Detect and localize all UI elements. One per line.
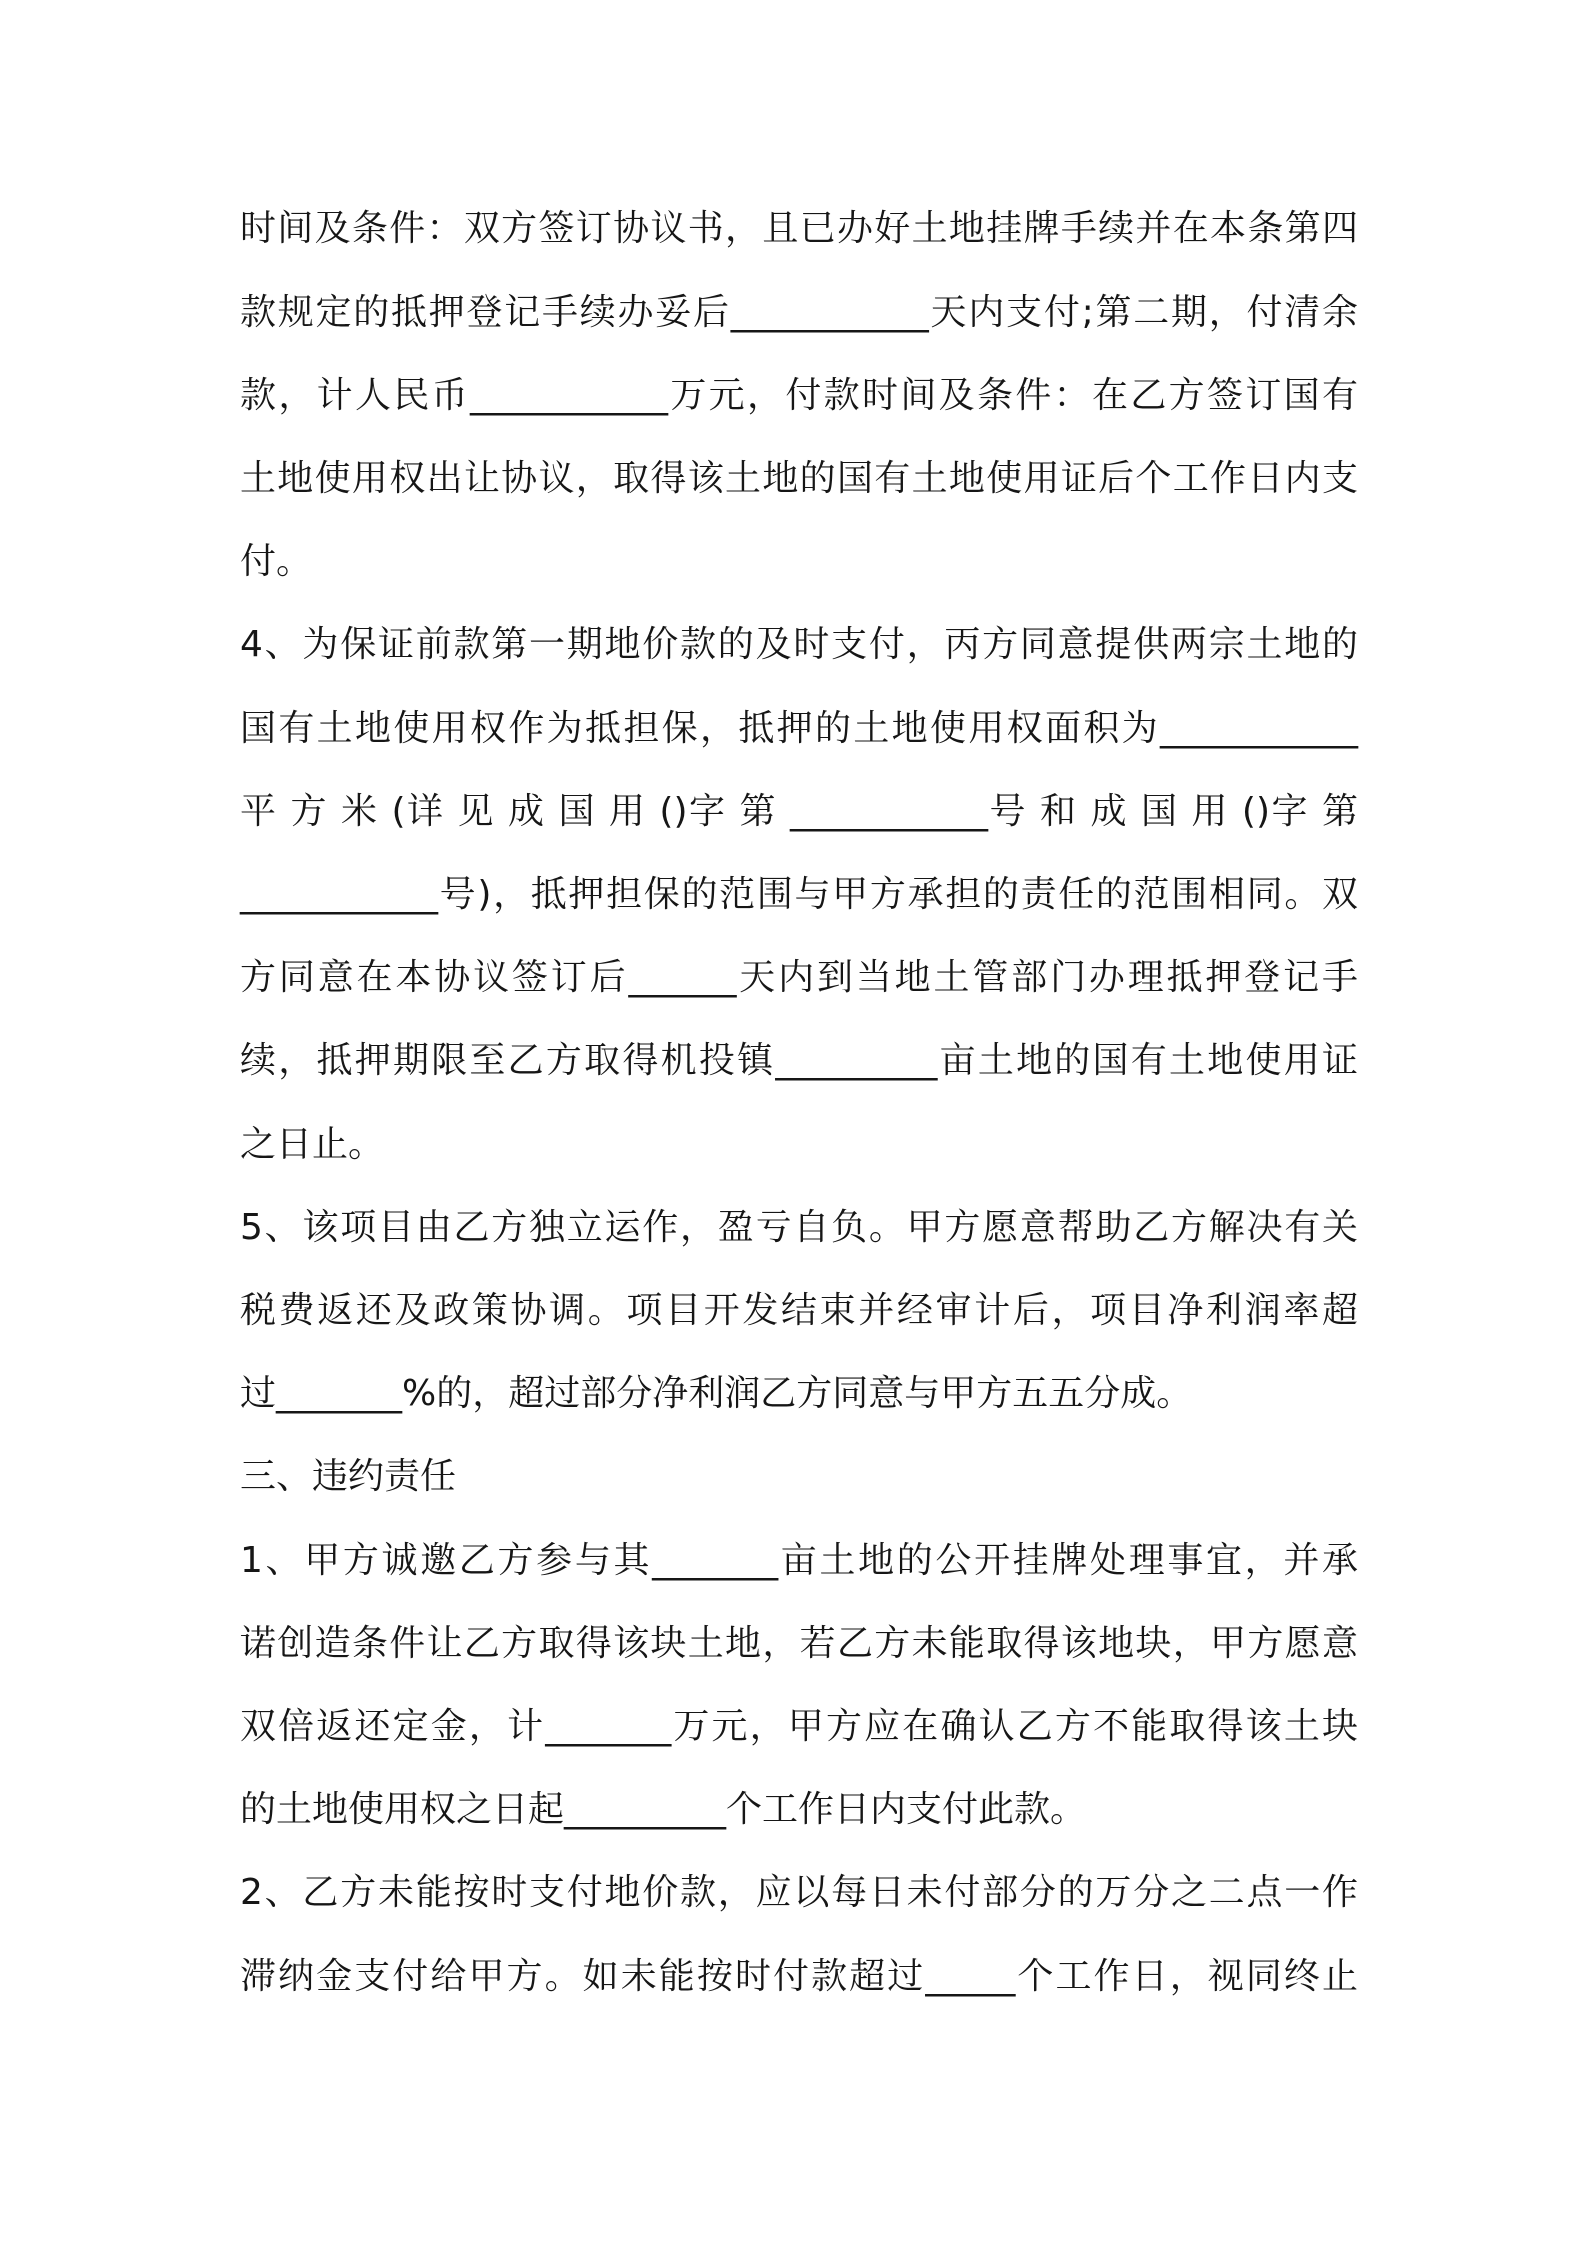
text-line: 时间及条件：双方签订协议书，且已办好土地挂牌手续并在本条第四: [240, 208, 1358, 249]
text-line: 土地使用权出让协议，取得该土地的国有土地使用证后个工作日内支: [240, 458, 1358, 499]
text-line: 税费返还及政策协调。项目开发结束并经审计后，项目净利润率超: [240, 1290, 1358, 1331]
text-line: 平 方 米 (详 见 成 国 用 ()字 第 ___________号 和 成 国 用 ()字 第: [240, 791, 1358, 832]
text-line: 之日止。: [240, 1124, 385, 1165]
text-line: 款，计人民币___________万元，付款时间及条件：在乙方签订国有: [240, 375, 1358, 416]
text-line: 诺创造条件让乙方取得该块土地，若乙方未能取得该地块，甲方愿意: [240, 1623, 1358, 1664]
text-line: 2、乙方未能按时支付地价款，应以每日未付部分的万分之二点一作: [240, 1872, 1358, 1913]
text-line: ___________号)，抵押担保的范围与甲方承担的责任的范围相同。双: [240, 874, 1358, 915]
text-line: 1、甲方诚邀乙方参与其_______亩土地的公开挂牌处理事宜，并承: [240, 1540, 1358, 1581]
text-line: 滞纳金支付给甲方。如未能按时付款超过_____个工作日，视同终止: [240, 1956, 1358, 1997]
text-line: 4、为保证前款第一期地价款的及时支付，丙方同意提供两宗土地的: [240, 624, 1358, 665]
text-line: 的土地使用权之日起_________个工作日内支付此款。: [240, 1789, 1087, 1830]
text-line: 双倍返还定金，计_______万元，甲方应在确认乙方不能取得该土块: [240, 1706, 1358, 1747]
text-line: 国有土地使用权作为抵担保，抵押的土地使用权面积为___________: [240, 708, 1358, 749]
text-line: 款规定的抵押登记手续办妥后___________天内支付;第二期，付清余: [240, 292, 1358, 333]
text-line: 方同意在本协议签订后______天内到当地土管部门办理抵押登记手: [240, 957, 1358, 998]
text-line: 过_______%的，超过部分净利润乙方同意与甲方五五分成。: [240, 1373, 1193, 1414]
text-line: 续，抵押期限至乙方取得机投镇_________亩土地的国有土地使用证: [240, 1040, 1358, 1081]
text-line: 付。: [240, 541, 313, 582]
section-heading: 三、违约责任: [240, 1456, 457, 1497]
text-line: 5、该项目由乙方独立运作，盈亏自负。甲方愿意帮助乙方解决有关: [240, 1207, 1358, 1248]
